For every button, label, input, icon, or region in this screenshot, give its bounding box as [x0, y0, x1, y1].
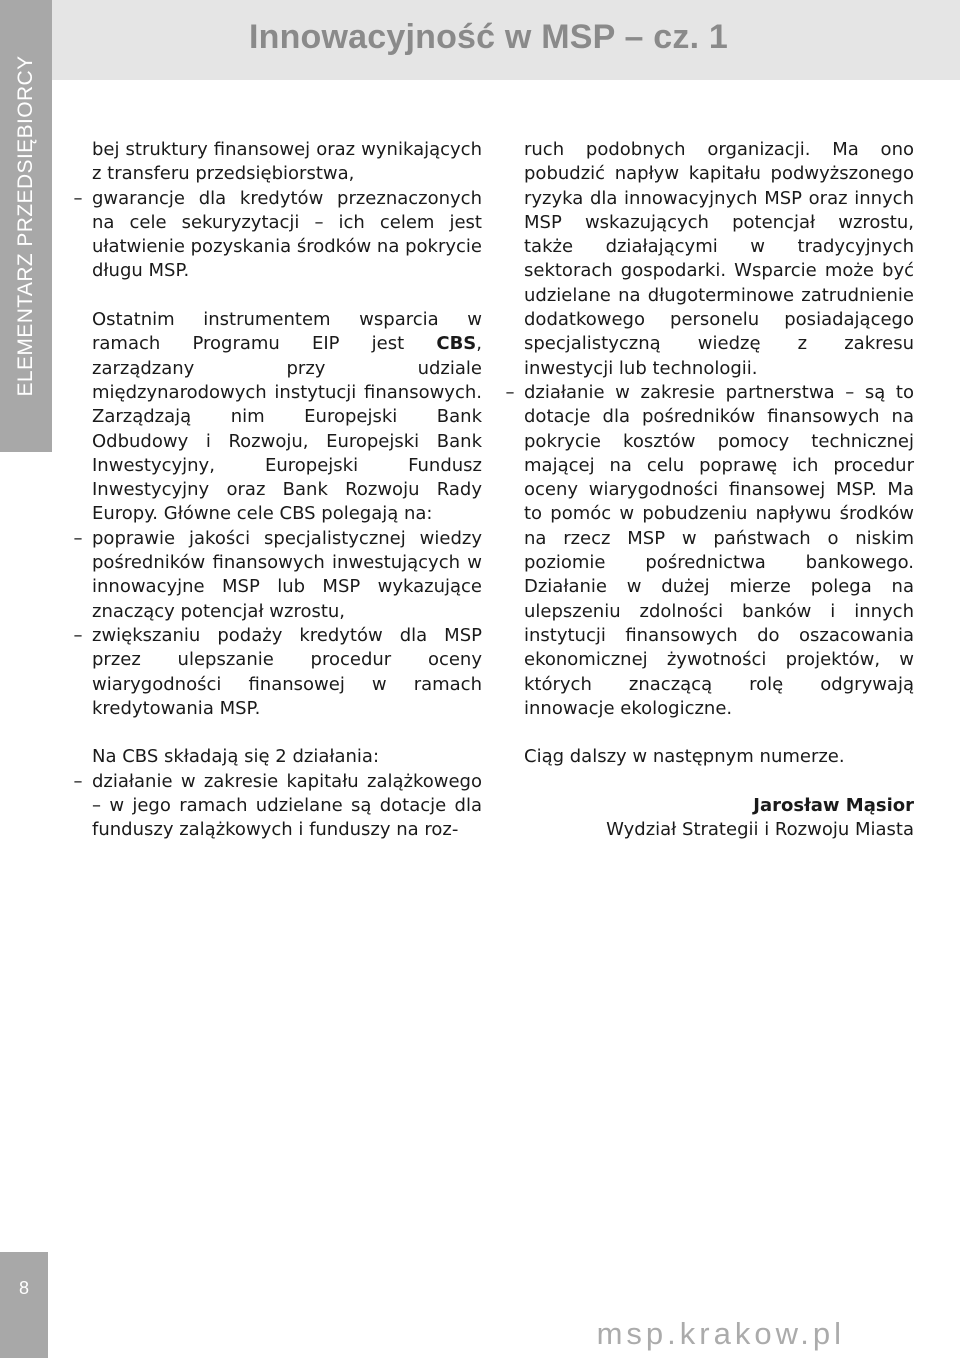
footer-url: msp.krakow.pl [596, 1316, 845, 1351]
page-title: Innowacyjność w MSP – cz. 1 [248, 18, 728, 56]
paragraph-continued: ruch podobnych organizacji. Ma ono pobudzić napływ kapitału podwyższonego ryzyka dla innowacyjnych MSP oraz innych MSP wskazujących potencjał wzrostu, także działającymi w tradycyjnych sektorach gospodarki. Wsparcie może być udzielane na długoterminowe zatrudnienie dodatkowego personelu posiadającego specjalistyczną wiedzę z zakresu inwestycji lub technologii. [524, 139, 914, 379]
paragraph-cbs-start: Ostatnim instrumentem wsparcia w ramach Programu EIP jest [92, 309, 482, 355]
intro-paragraph: bej struktury finansowej oraz wynikających z transferu przedsiębiorstwa, [92, 139, 482, 185]
bullet-dash: – [505, 381, 515, 403]
list-item-supply [73, 624, 482, 721]
sidebar-band [0, 0, 52, 452]
list-item-quality [73, 527, 482, 624]
bullet-dash: – [73, 770, 83, 792]
bullet-dash: – [73, 527, 83, 549]
list-item-text: gwarancje dla kredytów przeznaczonych na cele sekuryzytacji – ich celem jest ułatwienie pozyskania środków na pokrycie długu MSP. [92, 187, 482, 282]
paragraph-cbs-bold: CBS [436, 333, 477, 355]
author-department: Wydział Strategii i Rozwoju Miasta [606, 819, 914, 841]
paragraph-cbs-end: , zarządzany przy udziale międzynarodowych instytucji finansowych. Zarządzają nim Europejski Bank Odbudowy i Rozwoju, Europejski Bank Inwestycyjny, Europejski Fundusz Inwestycyjny oraz Bank Rozwoju Rady Europy. Główne cele CBS polegają na: [92, 333, 482, 525]
page-number: 8 [18, 1278, 29, 1298]
sidebar-label: ELEMENTARZ PRZEDSIĘBIORCY [14, 55, 37, 397]
list-item-guarantees [73, 187, 482, 284]
header-band [52, 0, 960, 80]
list-item-seed [73, 770, 482, 843]
paragraph-actions: Na CBS składają się 2 działania: [92, 746, 380, 768]
list-item-text: działanie w zakresie partnerstwa – są to dotacje dla pośredników finansowych na pokrycie kosztów pomocy technicznej mającej na celu poprawę ich procedur oceny wiarygodności finansowej MSP. Ma to pomóc w pobudzeniu napływu środków na rzecz MSP w państwach o niskim poziomie pośrednictwa bankowego. Działanie w dużej mierze polega na ulepszeniu zdolności banków i innych instytucji finansowych do oszacowania ekonomicznej żywotności projektów, w których znaczącą rolę odgrywają innowacje ekologiczne. [524, 381, 914, 719]
bullet-dash: – [73, 624, 83, 646]
paragraph-cbs [92, 308, 482, 527]
list-item-text: poprawie jakości specjalistycznej wiedzy pośredników finansowych inwestujących w innowacyjne MSP lub MSP wykazujące znaczący potencjał wzrostu, [92, 527, 482, 622]
list-item-partnership [505, 381, 914, 721]
list-item-text: działanie w zakresie kapitału zalążkowego – w jego ramach udzielane są dotacje dla funduszy zalążkowych i funduszy na roz- [92, 770, 482, 841]
author-name: Jarosław Mąsior [753, 795, 914, 817]
list-item-text: zwiększaniu podaży kredytów dla MSP przez ulepszanie procedur oceny wiarygodności finansowej w ramach kredytowania MSP. [92, 624, 482, 719]
continued-note: Ciąg dalszy w następnym numerze. [524, 746, 845, 768]
page-number-box [0, 1252, 48, 1358]
left-column [73, 138, 482, 843]
right-column [505, 138, 914, 843]
bullet-dash: – [73, 187, 83, 209]
